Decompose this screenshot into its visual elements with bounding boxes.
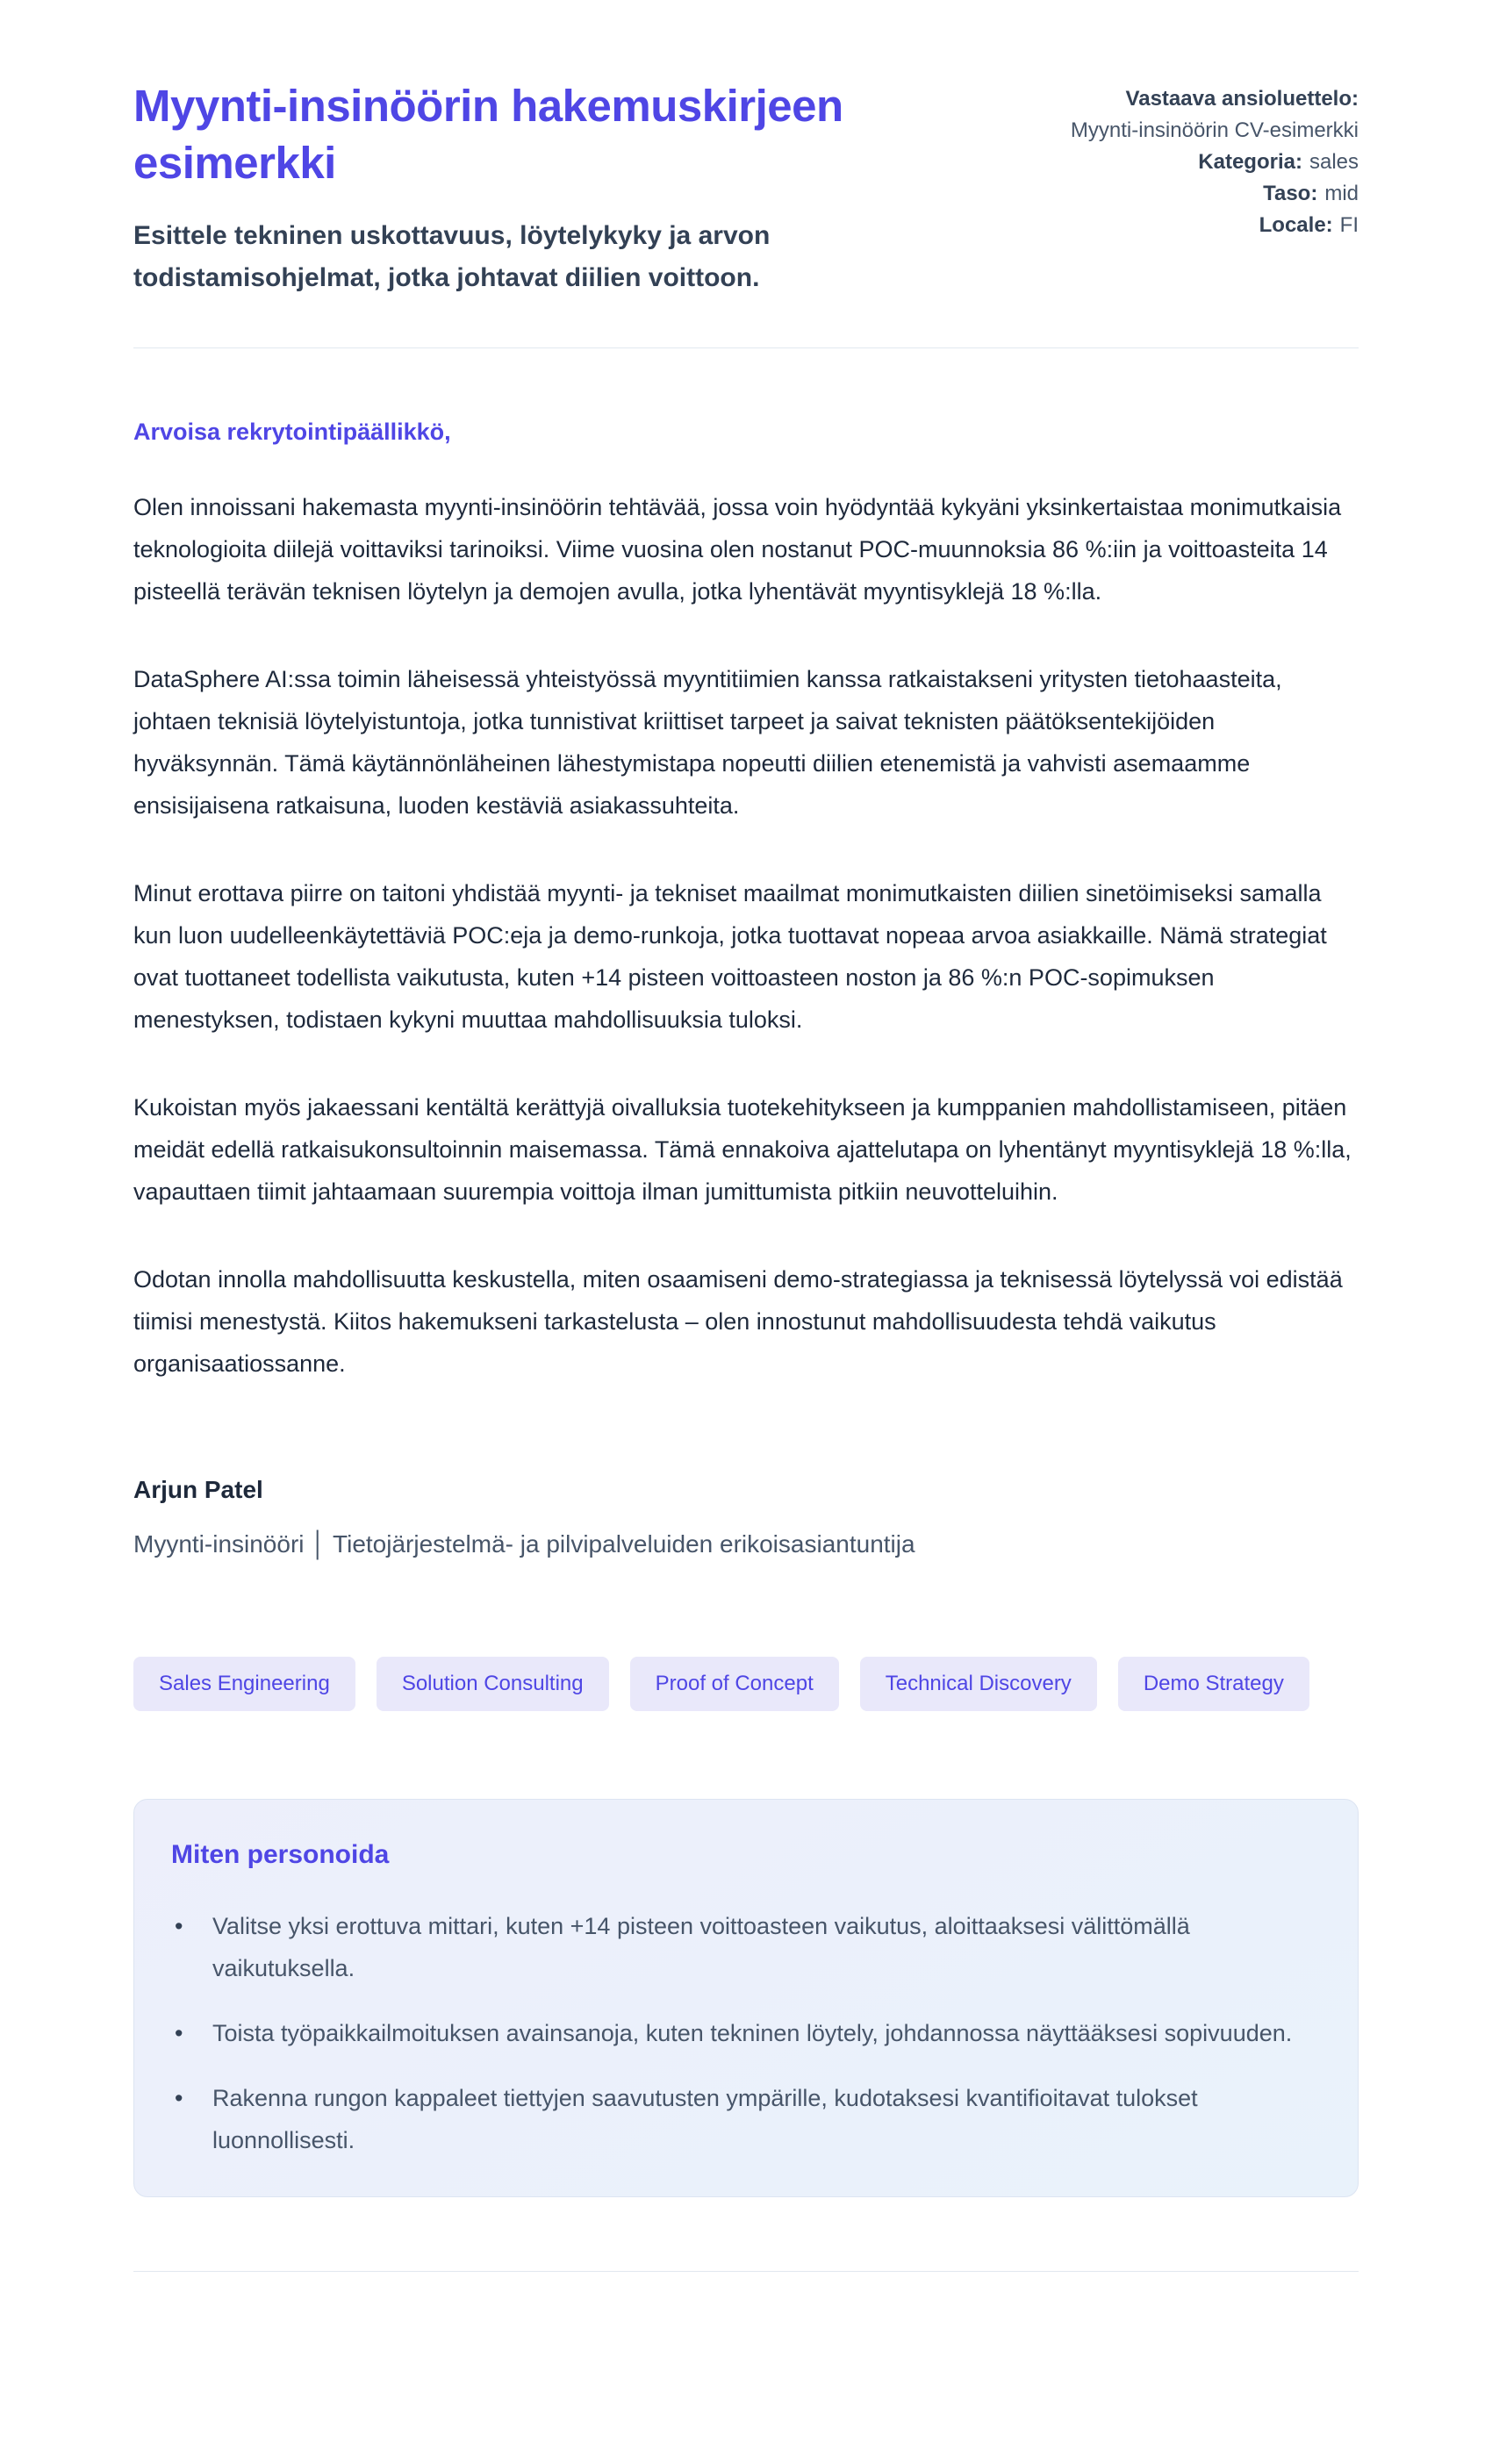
tip-box-heading: Miten personoida (171, 1839, 390, 1869)
tip-list (171, 1905, 1319, 2161)
tag-list (133, 1657, 1359, 1711)
tag-pill[interactable]: Sales Engineering (133, 1657, 355, 1711)
meta-category-label: Kategoria: (1198, 150, 1302, 174)
letter-paragraph: Odotan innolla mahdollisuutta keskustella, miten osaamiseni demo-strategiassa ja teknisessä löytelyssä voi edistää tiimisi menestystä. Kiitos hakemukseni tarkastelusta – olen innostunut mahdollisuudesta tehdä vaikutus organisaatiossanne. (133, 1265, 1343, 1377)
signature-role: Myynti-insinööri │ Tietojärjestelmä- ja pilvipalveluiden erikoisasiantuntija (133, 1529, 915, 1558)
letter-greeting: Arvoisa rekrytointipäällikkö, (133, 418, 451, 445)
tag-pill[interactable]: Proof of Concept (630, 1657, 839, 1711)
meta-resume-label-row (1008, 84, 1359, 114)
tip-list-item: • Valitse yksi erottuva mittari, kuten +14 pisteen voittoasteen vaikutus, aloittaaksesi välittömällä vaikutuksella. (171, 1905, 1301, 1989)
tip-list-item: • Rakenna rungon kappaleet tiettyjen saavutusten ympärille, kudotaksesi kvantifioitavat tulokset luonnollisesti. (171, 2077, 1301, 2161)
tag-pill[interactable]: Technical Discovery (860, 1657, 1097, 1711)
meta-locale-label: Locale: (1259, 213, 1333, 237)
signature-name: Arjun Patel (133, 1475, 263, 1503)
meta-level-row (1008, 179, 1359, 209)
letter-paragraph: Minut erottava piirre on taitoni yhdistää myynti- ja tekniset maailmat monimutkaisten diilien sinetöimiseksi samalla kun luon uudelleenkäytettäviä POC:eja ja demo-runkoja, jotka tuottavat nopeaa arvoa asiakkaille. Nämä strategiat ovat tuottaneet todellista vaikutusta, kuten +14 pisteen voittoasteen noston ja 86 %:n POC-sopimuksen menestyksen, todistaen kykyni muuttaa mahdollisuuksia tuloksi. (133, 879, 1327, 1033)
tag-pill[interactable]: Solution Consulting (377, 1657, 609, 1711)
letter-paragraph: Kukoistan myös jakaessani kentältä kerättyjä oivalluksia tuotekehitykseen ja kumppanien mahdollistamiseen, pitäen meidät edellä ratkaisukonsultoinnin maisemassa. Tämä ennakoiva ajattelutapa on lyhentänyt myyntisyklejä 18 %:lla, vapauttaen tiimit jahtaamaan suurempia voittoja ilman jumittumista pitkiin neuvotteluihin. (133, 1093, 1352, 1205)
letter-paragraphs (133, 486, 1359, 1385)
meta-resume-label: Vastaava ansioluettelo: (1125, 87, 1359, 111)
meta-level-value: mid (1324, 182, 1359, 205)
header-title-block (133, 77, 1008, 299)
letter-paragraph: Olen innoissani hakemasta myynti-insinöörin tehtävää, jossa voin hyödyntää kykyäni yksinkertaistaa monimutkaisia teknologioita diilejä voittaviksi tarinoiksi. Viime vuosina olen nostanut POC-muunnoksia 86 %:iin ja voittoasteita 14 pisteellä terävän teknisen löytelyn ja demojen avulla, jotka lyhentävät myyntisyklejä 18 %:lla. (133, 493, 1342, 605)
meta-category-row (1008, 147, 1359, 177)
signature-block (133, 1476, 1359, 1558)
letter-paragraph: DataSphere AI:ssa toimin läheisessä yhteistyössä myyntitiimien kanssa ratkaistakseni yritysten tietohaasteita, johtaen teknisiä löytelyistuntoja, jotka tunnistivat kriittiset tarpeet ja saivat teknisten päätöksentekijöiden hyväksynnän. Tämä käytännönläheinen lähestymistapa nopeutti diilien etenemistä ja vahvisti asemaamme ensisijaisena ratkaisuna, luoden kestäviä asiakassuhteita. (133, 665, 1282, 819)
page-title: Myynti-insinöörin hakemuskirjeen esimerkki (133, 81, 843, 189)
letter-body (133, 419, 1359, 1558)
meta-level-label: Taso: (1263, 182, 1318, 205)
personalization-tip-box (133, 1799, 1359, 2197)
meta-locale-row (1008, 211, 1359, 240)
tip-list-item: • Toista työpaikkailmoituksen avainsanoja, kuten tekninen löytely, johdannossa näyttääksesi sopivuuden. (171, 2012, 1301, 2054)
page-subtitle: Esittele tekninen uskottavuus, löytelykyky ja arvon todistamisohjelmat, jotka johtavat diilien voittoon. (133, 220, 771, 292)
meta-resume-value: Myynti-insinöörin CV-esimerkki (1070, 118, 1359, 142)
meta-panel (1008, 77, 1359, 242)
header-divider (133, 347, 1359, 348)
page-header (133, 77, 1359, 299)
bottom-divider (133, 2271, 1359, 2272)
meta-locale-value: FI (1339, 213, 1359, 237)
meta-category-value: sales (1309, 150, 1359, 174)
tag-pill[interactable]: Demo Strategy (1118, 1657, 1309, 1711)
